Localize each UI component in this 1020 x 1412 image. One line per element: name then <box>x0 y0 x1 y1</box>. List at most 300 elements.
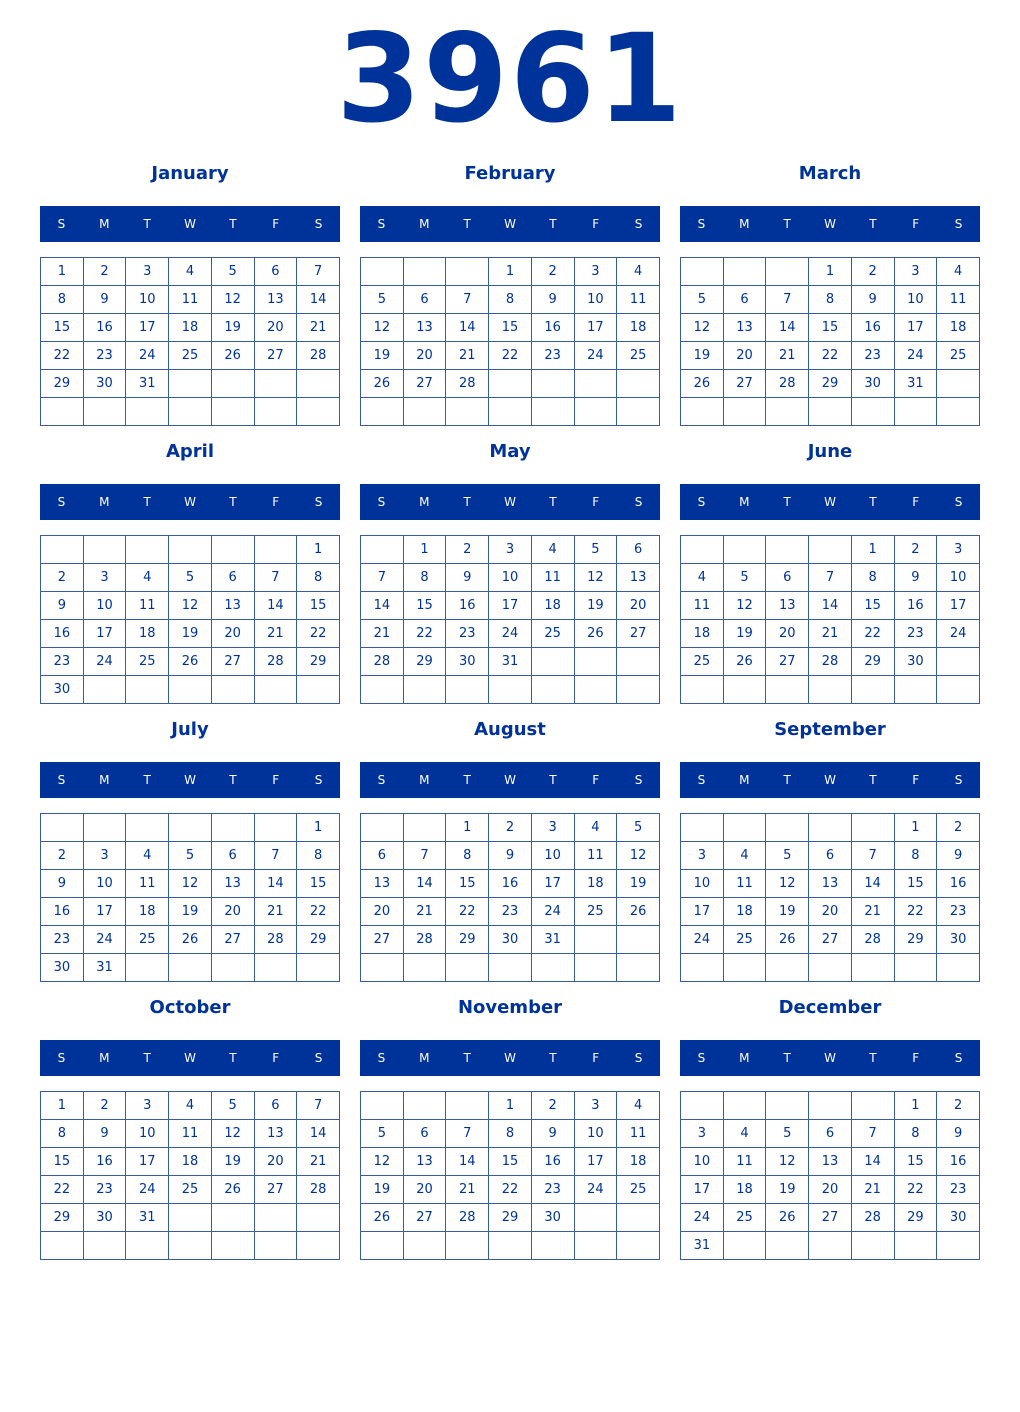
day-cell: 14 <box>403 870 446 898</box>
day-cell <box>531 1232 574 1260</box>
weekday-label: W <box>824 495 836 509</box>
day-cell: 25 <box>574 898 617 926</box>
day-cell: 27 <box>809 1204 852 1232</box>
day-cell: 14 <box>297 1120 340 1148</box>
day-cell: 28 <box>851 926 894 954</box>
week-row <box>41 370 340 398</box>
day-cell <box>254 814 297 842</box>
day-cell <box>169 536 212 564</box>
day-cell: 29 <box>446 926 489 954</box>
week-row <box>41 314 340 342</box>
day-cell: 18 <box>126 620 169 648</box>
day-cell: 13 <box>361 870 404 898</box>
day-cell: 11 <box>617 286 660 314</box>
day-cell: 31 <box>894 370 937 398</box>
day-cell: 13 <box>211 870 254 898</box>
day-cell: 11 <box>574 842 617 870</box>
day-cell <box>83 676 126 704</box>
day-cell <box>126 536 169 564</box>
day-cell: 15 <box>489 314 532 342</box>
day-cell: 20 <box>766 620 809 648</box>
day-cell <box>894 954 937 982</box>
day-cell: 23 <box>41 648 84 676</box>
day-cell: 5 <box>723 564 766 592</box>
weekday-label: W <box>824 773 836 787</box>
day-cell: 5 <box>169 564 212 592</box>
day-cell <box>617 1232 660 1260</box>
day-cell: 15 <box>297 870 340 898</box>
day-cell <box>851 814 894 842</box>
weekday-label: M <box>419 217 430 231</box>
weekday-label: T <box>463 1051 471 1065</box>
weekday-label: M <box>739 1051 750 1065</box>
day-cell <box>766 814 809 842</box>
day-cell: 11 <box>723 1148 766 1176</box>
day-cell <box>937 1232 980 1260</box>
day-cell: 5 <box>617 814 660 842</box>
day-cell: 21 <box>766 342 809 370</box>
day-cell: 30 <box>446 648 489 676</box>
day-cell: 2 <box>851 258 894 286</box>
day-cell: 23 <box>937 898 980 926</box>
weekday-label: S <box>314 773 323 787</box>
weekday-label: T <box>229 1051 237 1065</box>
day-cell: 28 <box>809 648 852 676</box>
day-cell <box>531 648 574 676</box>
day-cell: 8 <box>851 564 894 592</box>
day-cell: 9 <box>894 564 937 592</box>
day-cell <box>937 398 980 426</box>
day-cell <box>169 954 212 982</box>
day-cell: 3 <box>83 564 126 592</box>
day-cell: 12 <box>617 842 660 870</box>
day-cell: 13 <box>809 870 852 898</box>
weekday-label: S <box>697 495 706 509</box>
day-cell: 23 <box>41 926 84 954</box>
day-grid <box>360 257 660 426</box>
day-cell <box>211 814 254 842</box>
day-cell <box>169 1204 212 1232</box>
day-cell <box>766 1232 809 1260</box>
weekday-label: S <box>57 495 66 509</box>
day-cell <box>681 676 724 704</box>
day-cell: 4 <box>169 1092 212 1120</box>
day-cell: 20 <box>403 1176 446 1204</box>
week-row <box>41 926 340 954</box>
day-cell: 30 <box>894 648 937 676</box>
day-cell: 3 <box>574 258 617 286</box>
day-cell: 26 <box>361 370 404 398</box>
day-cell <box>126 676 169 704</box>
day-cell <box>126 398 169 426</box>
day-cell: 24 <box>574 342 617 370</box>
day-cell <box>894 398 937 426</box>
day-cell: 26 <box>169 926 212 954</box>
week-row <box>681 842 980 870</box>
day-cell: 30 <box>41 676 84 704</box>
day-cell: 13 <box>254 286 297 314</box>
day-cell: 22 <box>41 342 84 370</box>
day-cell: 7 <box>446 286 489 314</box>
day-cell: 24 <box>489 620 532 648</box>
day-cell <box>361 814 404 842</box>
week-row <box>361 1092 660 1120</box>
day-cell <box>403 954 446 982</box>
day-cell: 16 <box>531 314 574 342</box>
weekday-label: S <box>377 773 386 787</box>
day-cell: 17 <box>937 592 980 620</box>
day-cell: 10 <box>126 286 169 314</box>
day-cell: 17 <box>126 1148 169 1176</box>
week-row <box>41 620 340 648</box>
day-cell: 28 <box>446 1204 489 1232</box>
weekday-label: S <box>314 1051 323 1065</box>
day-cell <box>83 1232 126 1260</box>
day-cell: 8 <box>894 842 937 870</box>
day-cell: 7 <box>254 564 297 592</box>
day-cell: 26 <box>211 1176 254 1204</box>
day-cell <box>894 1232 937 1260</box>
week-row <box>681 1204 980 1232</box>
day-cell <box>297 370 340 398</box>
day-cell: 10 <box>83 592 126 620</box>
day-cell: 15 <box>41 314 84 342</box>
weekday-label: W <box>824 1051 836 1065</box>
week-row <box>361 592 660 620</box>
day-cell: 7 <box>297 1092 340 1120</box>
day-cell <box>211 954 254 982</box>
weekday-label: F <box>912 495 920 509</box>
weekday-label: W <box>504 1051 516 1065</box>
day-cell: 13 <box>766 592 809 620</box>
day-cell <box>851 676 894 704</box>
day-cell: 16 <box>83 1148 126 1176</box>
day-cell: 18 <box>169 314 212 342</box>
week-row <box>361 926 660 954</box>
weekday-label: S <box>697 773 706 787</box>
week-row <box>681 592 980 620</box>
day-cell: 23 <box>83 1176 126 1204</box>
day-cell: 4 <box>723 842 766 870</box>
day-cell: 14 <box>446 1148 489 1176</box>
day-cell: 11 <box>169 286 212 314</box>
day-cell <box>361 676 404 704</box>
day-cell <box>937 954 980 982</box>
month-title: January <box>151 163 229 184</box>
week-row <box>41 564 340 592</box>
day-cell <box>894 676 937 704</box>
day-cell <box>809 954 852 982</box>
weekday-header <box>40 484 340 520</box>
day-cell: 20 <box>254 314 297 342</box>
weekday-label: F <box>912 773 920 787</box>
weekday-label: F <box>272 495 280 509</box>
weekday-header <box>360 206 660 242</box>
day-cell: 23 <box>83 342 126 370</box>
day-cell: 26 <box>617 898 660 926</box>
day-cell <box>723 1232 766 1260</box>
day-cell: 11 <box>681 592 724 620</box>
day-cell: 21 <box>446 1176 489 1204</box>
day-cell <box>361 398 404 426</box>
day-cell: 7 <box>851 1120 894 1148</box>
day-cell: 14 <box>254 592 297 620</box>
day-cell: 28 <box>297 1176 340 1204</box>
day-cell <box>169 398 212 426</box>
day-grid <box>360 1091 660 1260</box>
weekday-label: T <box>783 773 791 787</box>
day-cell: 5 <box>169 842 212 870</box>
day-cell: 29 <box>851 648 894 676</box>
weekday-label: T <box>549 773 557 787</box>
month-title: February <box>464 163 556 184</box>
day-cell: 14 <box>446 314 489 342</box>
day-cell: 4 <box>169 258 212 286</box>
day-cell: 18 <box>531 592 574 620</box>
day-cell <box>403 258 446 286</box>
day-cell: 2 <box>41 564 84 592</box>
day-cell: 12 <box>211 286 254 314</box>
day-cell: 18 <box>169 1148 212 1176</box>
day-cell: 28 <box>254 648 297 676</box>
day-cell <box>574 954 617 982</box>
day-cell <box>723 954 766 982</box>
week-row <box>41 870 340 898</box>
day-cell: 10 <box>681 1148 724 1176</box>
day-cell: 1 <box>297 536 340 564</box>
week-row <box>41 342 340 370</box>
week-row <box>361 1176 660 1204</box>
day-cell: 11 <box>723 870 766 898</box>
day-cell: 9 <box>41 870 84 898</box>
day-cell: 11 <box>937 286 980 314</box>
day-cell <box>531 398 574 426</box>
day-grid <box>680 535 980 704</box>
day-cell <box>851 1232 894 1260</box>
week-row <box>41 1232 340 1260</box>
weekday-label: T <box>463 217 471 231</box>
weekday-label: S <box>697 217 706 231</box>
week-row <box>361 258 660 286</box>
week-row <box>41 286 340 314</box>
day-cell: 3 <box>83 842 126 870</box>
weekday-label: M <box>739 495 750 509</box>
day-cell: 27 <box>211 926 254 954</box>
day-cell: 31 <box>531 926 574 954</box>
day-cell <box>617 398 660 426</box>
day-cell: 25 <box>126 648 169 676</box>
day-cell: 19 <box>617 870 660 898</box>
weekday-label: F <box>272 1051 280 1065</box>
week-row <box>361 870 660 898</box>
day-cell: 12 <box>574 564 617 592</box>
day-cell <box>617 648 660 676</box>
day-cell: 4 <box>723 1120 766 1148</box>
day-cell: 4 <box>126 564 169 592</box>
day-cell: 27 <box>403 370 446 398</box>
day-cell: 15 <box>446 870 489 898</box>
weekday-label: W <box>504 773 516 787</box>
week-row <box>681 898 980 926</box>
day-cell: 20 <box>809 1176 852 1204</box>
day-cell <box>489 954 532 982</box>
day-cell: 31 <box>681 1232 724 1260</box>
day-cell: 28 <box>446 370 489 398</box>
day-grid <box>40 1091 340 1260</box>
month-title: May <box>489 441 531 462</box>
day-cell: 5 <box>574 536 617 564</box>
day-cell: 27 <box>617 620 660 648</box>
week-row <box>361 1120 660 1148</box>
day-cell <box>681 954 724 982</box>
day-cell <box>41 398 84 426</box>
week-row <box>41 1148 340 1176</box>
weekday-label: T <box>229 217 237 231</box>
day-cell <box>489 676 532 704</box>
day-cell: 29 <box>894 1204 937 1232</box>
day-cell <box>574 676 617 704</box>
day-cell <box>254 676 297 704</box>
day-cell: 30 <box>531 1204 574 1232</box>
day-cell: 1 <box>851 536 894 564</box>
week-row <box>41 536 340 564</box>
day-cell: 16 <box>937 870 980 898</box>
day-cell: 8 <box>809 286 852 314</box>
week-row <box>681 286 980 314</box>
day-cell: 24 <box>681 1204 724 1232</box>
day-cell <box>723 398 766 426</box>
day-cell: 19 <box>681 342 724 370</box>
day-cell: 6 <box>211 842 254 870</box>
day-cell: 19 <box>169 620 212 648</box>
day-cell: 29 <box>297 648 340 676</box>
day-cell: 4 <box>574 814 617 842</box>
day-cell: 15 <box>41 1148 84 1176</box>
day-cell: 22 <box>894 1176 937 1204</box>
weekday-header <box>680 206 980 242</box>
day-cell <box>126 1232 169 1260</box>
weekday-label: S <box>697 1051 706 1065</box>
weekday-label: S <box>57 217 66 231</box>
day-cell: 4 <box>937 258 980 286</box>
day-cell: 20 <box>403 342 446 370</box>
day-cell: 6 <box>809 1120 852 1148</box>
day-cell <box>403 1092 446 1120</box>
week-row <box>41 1176 340 1204</box>
day-cell: 22 <box>297 620 340 648</box>
day-cell <box>211 676 254 704</box>
day-cell <box>809 1232 852 1260</box>
day-cell: 6 <box>254 1092 297 1120</box>
day-cell: 2 <box>894 536 937 564</box>
day-cell <box>681 814 724 842</box>
day-cell: 23 <box>489 898 532 926</box>
day-cell: 12 <box>766 1148 809 1176</box>
day-cell: 3 <box>489 536 532 564</box>
week-row <box>361 842 660 870</box>
day-cell: 22 <box>403 620 446 648</box>
weekday-label: T <box>869 1051 877 1065</box>
week-row <box>681 398 980 426</box>
day-cell: 6 <box>403 286 446 314</box>
day-cell: 1 <box>403 536 446 564</box>
day-cell <box>41 536 84 564</box>
day-cell: 1 <box>894 1092 937 1120</box>
day-cell: 10 <box>83 870 126 898</box>
day-cell <box>617 676 660 704</box>
day-cell: 22 <box>489 1176 532 1204</box>
month-title: July <box>171 719 209 740</box>
day-cell: 15 <box>894 870 937 898</box>
day-cell: 4 <box>617 1092 660 1120</box>
day-cell: 8 <box>297 564 340 592</box>
day-cell <box>574 1204 617 1232</box>
day-cell: 21 <box>297 1148 340 1176</box>
day-cell: 9 <box>937 842 980 870</box>
day-cell: 25 <box>617 342 660 370</box>
day-cell <box>851 954 894 982</box>
weekday-label: M <box>99 773 110 787</box>
day-cell: 21 <box>851 1176 894 1204</box>
day-cell: 29 <box>403 648 446 676</box>
day-cell: 12 <box>211 1120 254 1148</box>
week-row <box>361 564 660 592</box>
day-cell: 1 <box>809 258 852 286</box>
day-cell: 2 <box>83 1092 126 1120</box>
day-cell: 20 <box>361 898 404 926</box>
day-cell: 27 <box>211 648 254 676</box>
weekday-label: T <box>549 217 557 231</box>
day-cell: 2 <box>446 536 489 564</box>
weekday-header <box>680 762 980 798</box>
day-cell: 4 <box>617 258 660 286</box>
week-row <box>681 620 980 648</box>
week-row <box>361 954 660 982</box>
day-cell <box>531 676 574 704</box>
day-cell: 2 <box>531 258 574 286</box>
weekday-label: T <box>229 773 237 787</box>
weekday-label: S <box>634 495 643 509</box>
day-cell <box>489 370 532 398</box>
day-cell: 8 <box>489 286 532 314</box>
day-grid <box>360 813 660 982</box>
day-cell: 13 <box>809 1148 852 1176</box>
weekday-label: M <box>99 1051 110 1065</box>
day-cell: 24 <box>574 1176 617 1204</box>
day-cell: 16 <box>894 592 937 620</box>
day-cell: 2 <box>489 814 532 842</box>
day-cell: 6 <box>617 536 660 564</box>
week-row <box>681 314 980 342</box>
day-cell: 24 <box>937 620 980 648</box>
weekday-label: S <box>634 1051 643 1065</box>
week-row <box>681 870 980 898</box>
weekday-header <box>360 1040 660 1076</box>
day-cell: 27 <box>254 342 297 370</box>
week-row <box>41 1092 340 1120</box>
day-cell <box>681 1092 724 1120</box>
day-cell: 11 <box>169 1120 212 1148</box>
day-cell: 9 <box>851 286 894 314</box>
day-cell <box>766 258 809 286</box>
day-cell: 23 <box>531 342 574 370</box>
day-grid <box>40 813 340 982</box>
day-cell: 6 <box>766 564 809 592</box>
day-cell: 28 <box>254 926 297 954</box>
weekday-label: F <box>592 495 600 509</box>
day-cell: 19 <box>723 620 766 648</box>
day-cell: 26 <box>211 342 254 370</box>
